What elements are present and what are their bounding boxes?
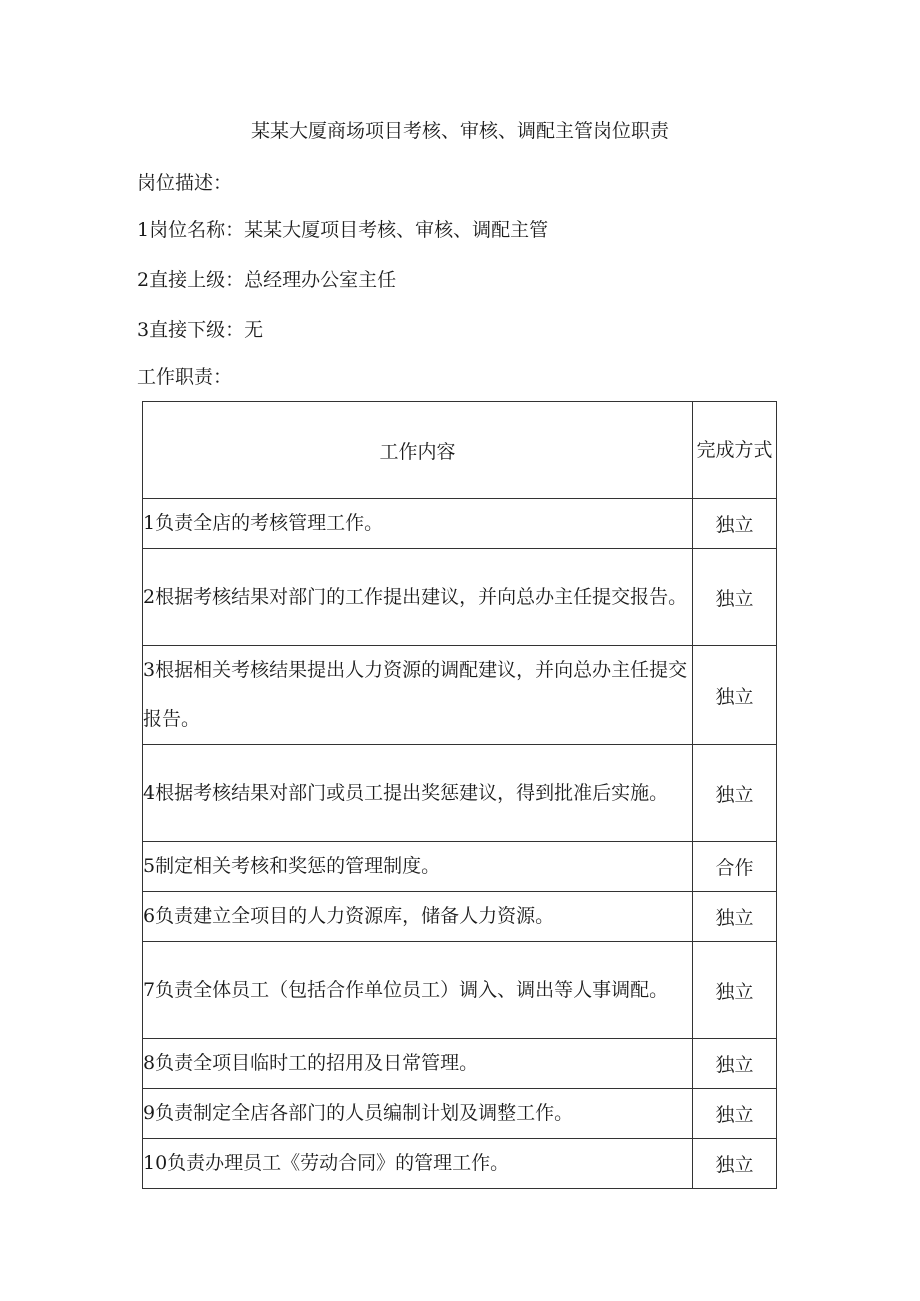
table-row [143, 499, 777, 549]
duty-content: 6负责建立全项目的人力资源库，储备人力资源。 [143, 892, 693, 942]
duty-content: 4根据考核结果对部门或员工提出奖惩建议，得到批准后实施。 [143, 745, 693, 842]
duty-mode: 独立 [693, 1139, 777, 1189]
direct-superior: 2直接上级：总经理办公室主任 [137, 269, 397, 291]
duties-table [142, 401, 777, 1189]
table-row [143, 842, 777, 892]
table-row [143, 646, 777, 745]
duty-content: 5制定相关考核和奖惩的管理制度。 [143, 842, 693, 892]
duty-content: 3根据相关考核结果提出人力资源的调配建议，并向总办主任提交报告。 [143, 646, 693, 745]
duty-mode: 独立 [693, 942, 777, 1039]
duty-mode: 独立 [693, 892, 777, 942]
duty-content: 8负责全项目临时工的招用及日常管理。 [143, 1039, 693, 1089]
document-title: 某某大厦商场项目考核、审核、调配主管岗位职责 [250, 120, 669, 142]
duty-content: 10负责办理员工《劳动合同》的管理工作。 [143, 1139, 693, 1189]
job-name: 1岗位名称：某某大厦项目考核、审核、调配主管 [137, 219, 549, 241]
duty-content: 2根据考核结果对部门的工作提出建议，并向总办主任提交报告。 [143, 549, 693, 646]
header-content: 工作内容 [143, 402, 693, 499]
duty-mode: 合作 [693, 842, 777, 892]
duty-mode: 独立 [693, 549, 777, 646]
table-header-row [143, 402, 777, 499]
duty-mode: 独立 [693, 1039, 777, 1089]
table-row [143, 745, 777, 842]
job-description-label: 岗位描述： [137, 172, 233, 194]
table-row [143, 1089, 777, 1139]
duty-mode: 独立 [693, 1089, 777, 1139]
duty-mode: 独立 [693, 499, 777, 549]
table-row [143, 892, 777, 942]
duty-mode: 独立 [693, 646, 777, 745]
duty-content: 7负责全体员工（包括合作单位员工）调入、调出等人事调配。 [143, 942, 693, 1039]
duty-mode: 独立 [693, 745, 777, 842]
table-row [143, 1039, 777, 1089]
table-row [143, 549, 777, 646]
duty-content: 1负责全店的考核管理工作。 [143, 499, 693, 549]
table-row [143, 942, 777, 1039]
header-mode: 完成方式 [693, 402, 777, 499]
direct-subordinate: 3直接下级：无 [137, 319, 264, 341]
duty-content: 9负责制定全店各部门的人员编制计划及调整工作。 [143, 1089, 693, 1139]
duties-label: 工作职责： [137, 366, 233, 388]
table-row [143, 1139, 777, 1189]
